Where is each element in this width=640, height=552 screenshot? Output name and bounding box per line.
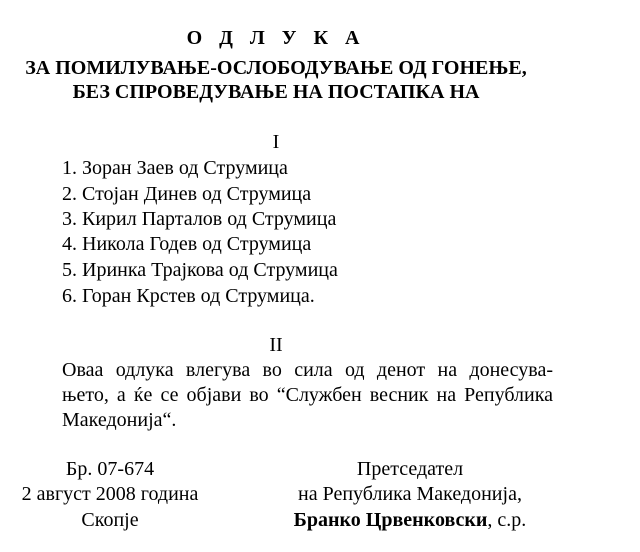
signer-role-of: на Република Македонија,: [298, 483, 522, 505]
paragraph-line: Македонија“.: [62, 409, 177, 431]
list-item: 5. Иринка Трајкова од Струмица: [62, 259, 338, 281]
document-place: Скопје: [81, 509, 139, 531]
signer-suffix: , с.р.: [487, 509, 527, 531]
signer-line: [280, 508, 540, 532]
section-1-heading: I: [272, 131, 280, 153]
list-item: 2. Стојан Динев од Струмица: [62, 183, 312, 205]
signer-role: Претседател: [356, 458, 464, 480]
paragraph-line: њето, а ќе се објави во “Службен весник на Република: [62, 384, 553, 406]
list-item: 6. Горан Крстев од Струмица.: [62, 285, 315, 307]
document-date: 2 август 2008 година: [21, 483, 199, 505]
section-2-heading: II: [269, 334, 283, 356]
list-item: 1. Зоран Заев од Струмица: [62, 157, 288, 179]
document-number: Бр. 07-674: [65, 458, 155, 480]
decision-title: О Д Л У К А: [186, 27, 366, 49]
list-item: 3. Кирил Парталов од Струмица: [62, 208, 337, 230]
paragraph-line: Оваа одлука влегува во сила од денот на донесува-: [62, 359, 553, 381]
decision-subtitle-line-2: БЕЗ СПРОВЕДУВАЊЕ НА ПОСТАПКА НА: [72, 81, 480, 103]
decision-subtitle-line-1: ЗА ПОМИЛУВАЊЕ-ОСЛОБОДУВАЊЕ ОД ГОНЕЊЕ,: [25, 57, 527, 79]
list-item: 4. Никола Годев од Струмица: [62, 233, 312, 255]
signer-name: Бранко Црвенковски: [293, 509, 488, 531]
